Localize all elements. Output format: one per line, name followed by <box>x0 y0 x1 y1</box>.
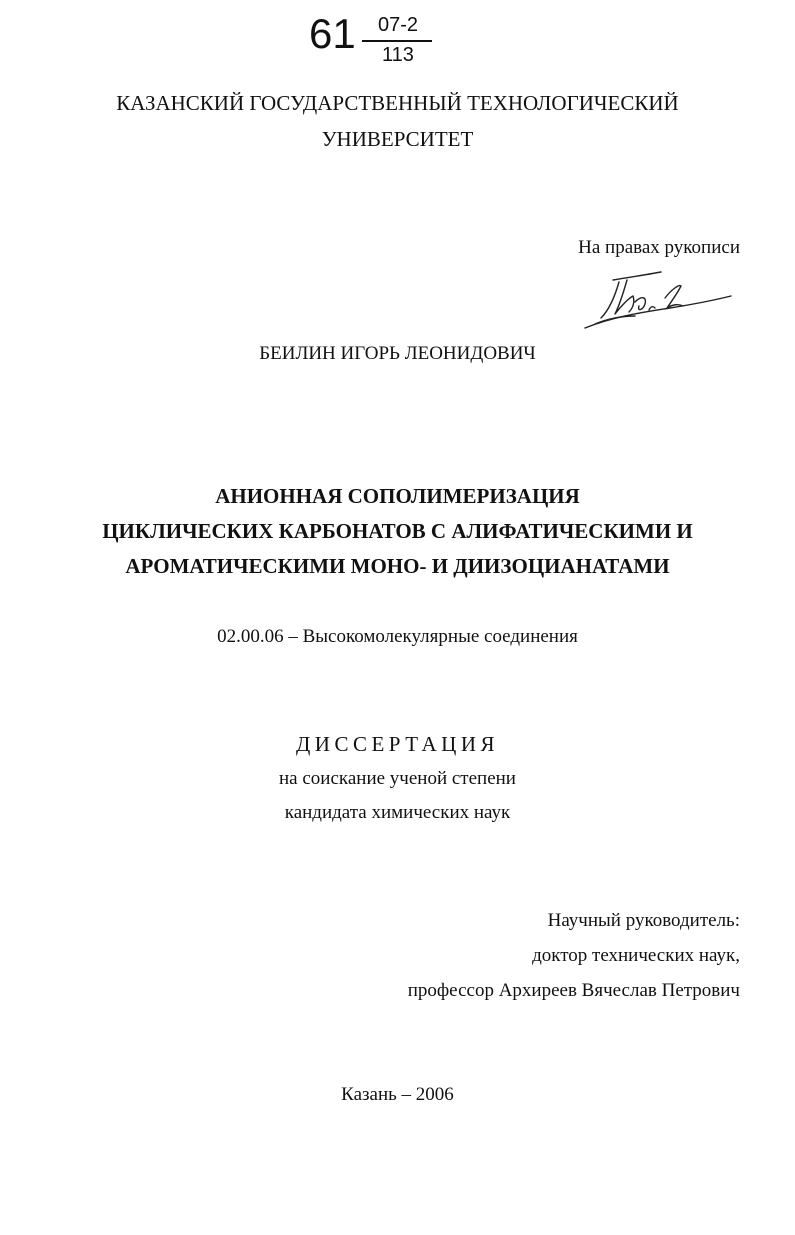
university-name-line2: УНИВЕРСИТЕТ <box>321 127 474 151</box>
document-type: ДИССЕРТАЦИЯ <box>295 732 500 756</box>
dissertation-title-line3: АРОМАТИЧЕСКИМИ МОНО- И ДИИЗОЦИАНАТАМИ <box>125 554 670 578</box>
supervisor-label: Научный руководитель: <box>547 910 740 931</box>
dissertation-title-line2: ЦИКЛИЧЕСКИХ КАРБОНАТОВ С АЛИФАТИЧЕСКИМИ И <box>102 519 693 543</box>
library-code-fraction-line <box>362 40 432 42</box>
library-code-denominator: 113 <box>382 44 414 66</box>
degree-line2: кандидата химических наук <box>284 802 511 823</box>
manuscript-rights-note: На правах рукописи <box>578 237 740 258</box>
city-year: Казань – 2006 <box>341 1084 454 1105</box>
library-code-main: 61 <box>309 10 356 57</box>
degree-line1: на соискание ученой степени <box>279 768 516 789</box>
supervisor-rank: доктор технических наук, <box>532 945 740 966</box>
university-name-line1: КАЗАНСКИЙ ГОСУДАРСТВЕННЫЙ ТЕХНОЛОГИЧЕСКИЙ <box>116 91 679 115</box>
author-signature-icon <box>575 266 735 336</box>
library-code-numerator: 07-2 <box>377 14 419 36</box>
dissertation-title-line1: АНИОННАЯ СОПОЛИМЕРИЗАЦИЯ <box>215 484 580 508</box>
specialty-code: 02.00.06 – Высокомолекулярные соединения <box>217 626 578 647</box>
supervisor-name: профессор Архиреев Вячеслав Петрович <box>407 980 740 1001</box>
author-name: БЕИЛИН ИГОРЬ ЛЕОНИДОВИЧ <box>259 343 536 364</box>
